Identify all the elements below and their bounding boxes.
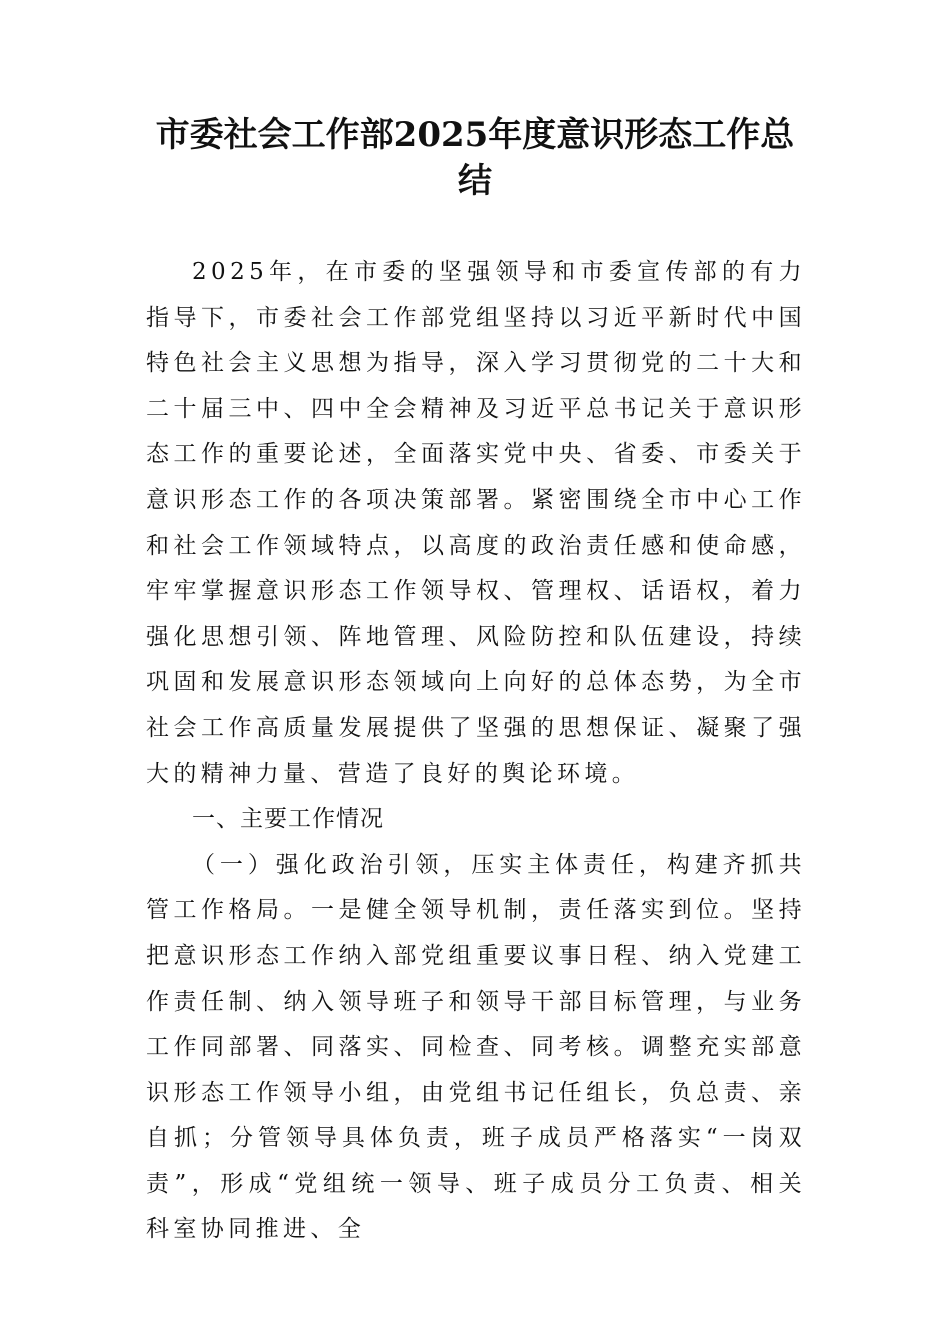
section-heading: 一、主要工作情况	[192, 806, 384, 833]
section-paragraph: （一）强化政治引领，压实主体责任，构建齐抓共管工作格局。一是健全领导机制，责任落实到位。坚持把意识形态工作纳入部党组重要议事日程、纳入党建工作责任制、纳入领导班子和领导干部目标管理，与业务工作同部署、同落实、同检查、同考核。调整充实部意识形态工作领导小组，由党组书记任组长，负总责、亲自抓；分管领导具体负责，班子成员严格落实“一岗双责”，形成“党组统一领导、班子成员分工负责、相关科室协同推进、全	[146, 851, 806, 1243]
intro-paragraph: 2025年，在市委的坚强领导和市委宣传部的有力指导下，市委社会工作部党组坚持以习近平新时代中国特色社会主义思想为指导，深入学习贯彻党的二十大和二十届三中、四中全会精神及习近平总书记关于意识形态工作的重要论述，全面落实党中央、省委、市委关于意识形态工作的各项决策部署。紧密围绕全市中心工作和社会工作领域特点，以高度的政治责任感和使命感，牢牢掌握意识形态工作领导权、管理权、话语权，着力强化思想引领、阵地管理、风险防控和队伍建设，持续巩固和发展意识形态领域向上向好的总体态势，为全市社会工作高质量发展提供了坚强的思想保证、凝聚了强大的精神力量、营造了良好的舆论环境。	[146, 259, 806, 787]
document-body	[146, 250, 806, 1253]
document-title: 市委社会工作部2025年度意识形态工作总结	[155, 115, 795, 201]
